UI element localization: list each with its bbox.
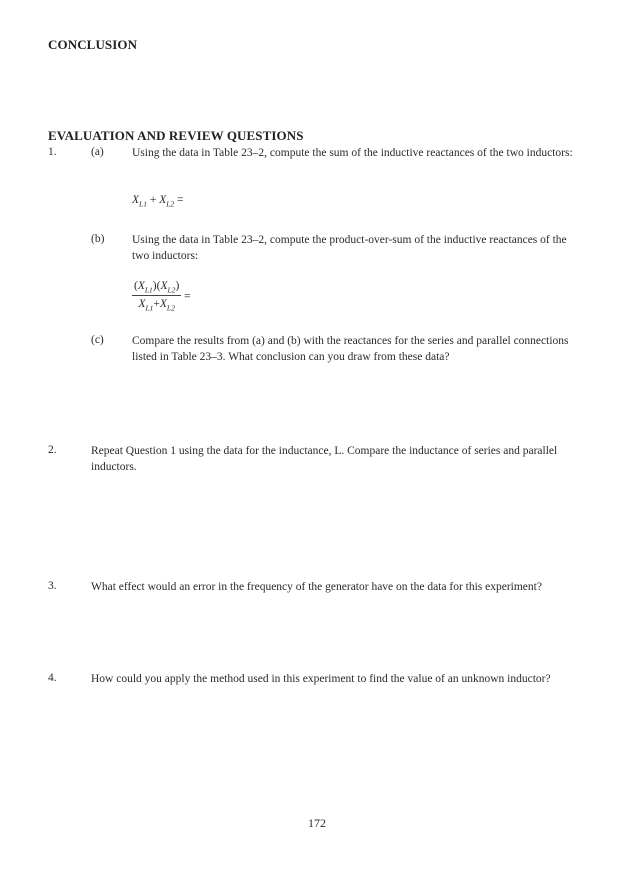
question-1-number: 1. (48, 146, 57, 158)
question-4-number: 4. (48, 672, 57, 684)
question-2-number: 2. (48, 444, 57, 456)
conclusion-heading: CONCLUSION (48, 37, 138, 52)
formula-fraction (132, 280, 181, 313)
question-1b-label: (b) (91, 233, 105, 245)
formula-product-over-sum (132, 280, 191, 313)
formula-sum-reactances (132, 194, 184, 208)
page-number: 172 (308, 816, 326, 830)
question-4-text: How could you apply the method used in this experiment to find the value of an unknown inductor? (91, 673, 551, 685)
question-2-text: Repeat Question 1 using the data for the inductance, L. Compare the inductance of series and parallel inductors. (91, 445, 558, 473)
formula-plus: + (149, 194, 157, 206)
formula-denominator: $X_{L1}+X_{L2}$ (138, 298, 175, 313)
question-3-number: 3. (48, 580, 57, 592)
formula-x-symbol: X (132, 194, 140, 206)
question-1a-label: (a) (91, 146, 104, 158)
formula-numerator: $(X_{L1})(X_{L2})$ (134, 280, 180, 295)
formula-x-symbol: X (159, 194, 167, 206)
question-1b-text: Using the data in Table 23–2, compute the product-over-sum of the inductive reactances of the two inductors: (132, 234, 567, 262)
evaluation-heading: EVALUATION AND REVIEW QUESTIONS (48, 128, 304, 143)
formula-subscript: L2 (166, 199, 175, 209)
formula-subscript: L1 (139, 199, 147, 209)
formula-equals: = (177, 194, 184, 206)
question-3-text: What effect would an error in the frequency of the generator have on the data for this experiment? (91, 581, 542, 593)
question-1c-label: (c) (91, 334, 104, 346)
formula-equals: = (184, 290, 191, 303)
question-1c-text: Compare the results from (a) and (b) with the reactances for the series and parallel connections listed in Table 23–3. What conclusion can you draw from these data? (132, 335, 569, 363)
question-1a-text: Using the data in Table 23–2, compute the sum of the inductive reactances of the two inductors: (132, 147, 573, 159)
